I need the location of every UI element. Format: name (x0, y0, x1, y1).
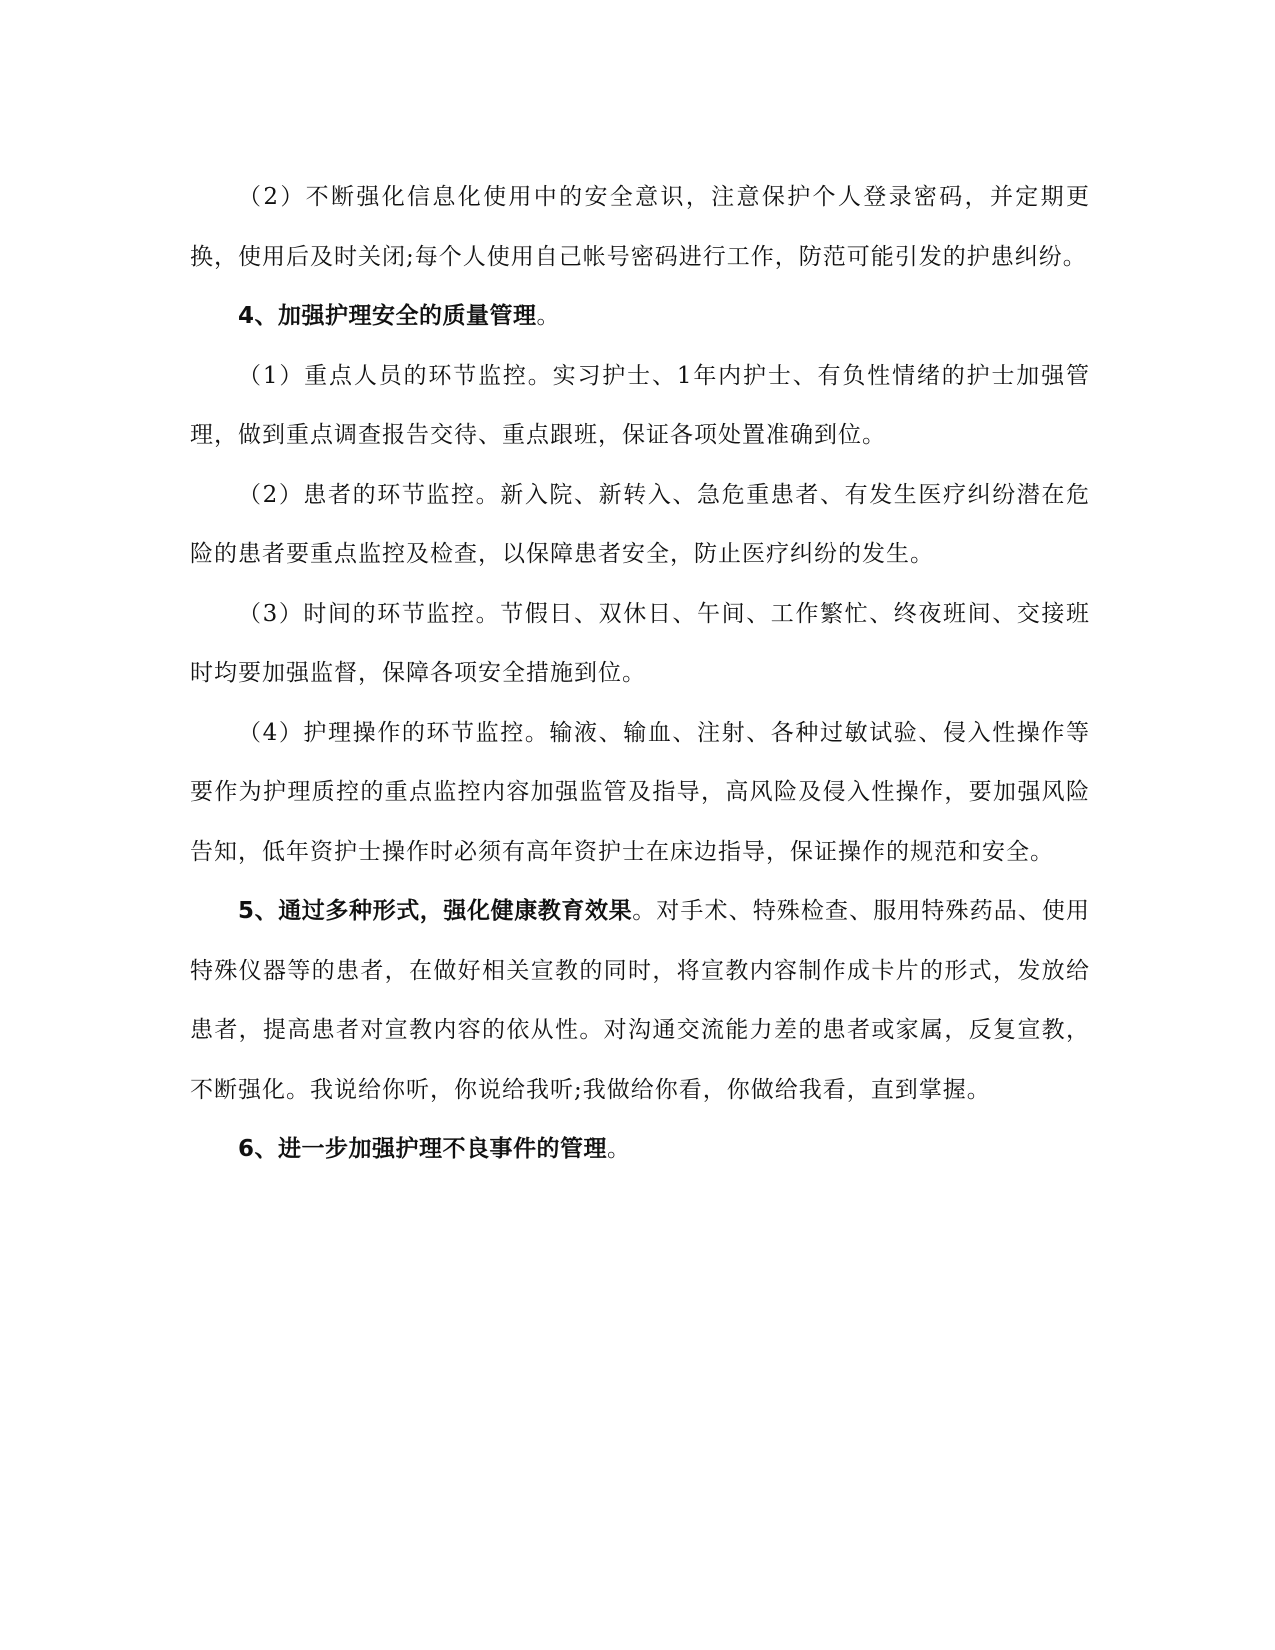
heading-4-text: 4、加强护理安全的质量管理 (238, 303, 537, 329)
section-heading-6 (190, 1120, 1090, 1180)
heading-4-tail: 。 (536, 303, 561, 329)
paragraph-info-security: （2）不断强化信息化使用中的安全意识，注意保护个人登录密码，并定期更换，使用后及时关闭;每个人使用自己帐号密码进行工作，防范可能引发的护患纠纷。 (190, 184, 1090, 270)
heading-5-text: 5、通过多种形式，强化健康教育效果 (238, 898, 633, 924)
section-heading-4 (190, 287, 1090, 347)
heading-6-tail: 。 (607, 1136, 632, 1162)
paragraph-key-staff-monitoring: （1）重点人员的环节监控。实习护士、1年内护士、有负性情绪的护士加强管理，做到重点调查报告交待、重点跟班，保证各项处置准确到位。 (190, 362, 1090, 448)
paragraph-operation-monitoring: （4）护理操作的环节监控。输液、输血、注射、各种过敏试验、侵入性操作等要作为护理质控的重点监控内容加强监管及指导，高风险及侵入性操作，要加强风险告知，低年资护士操作时必须有高年资护士在床边指导，保证操作的规范和安全。 (190, 719, 1090, 865)
paragraph-patient-monitoring: （2）患者的环节监控。新入院、新转入、急危重患者、有发生医疗纠纷潜在危险的患者要重点监控及检查，以保障患者安全，防止医疗纠纷的发生。 (190, 481, 1090, 567)
heading-5-body: 。对手术、特殊检查、服用特殊药品、使用特殊仪器等的患者，在做好相关宣教的同时，将宣教内容制作成卡片的形式，发放给患者，提高患者对宣教内容的依从性。对沟通交流能力差的患者或家属，反复宣教，不断强化。我说给你听，你说给我听;我做给你看，你做给我看，直到掌握。 (190, 898, 1090, 1103)
section-heading-5 (190, 882, 1090, 1120)
heading-6-text: 6、进一步加强护理不良事件的管理 (238, 1136, 608, 1162)
document-body (190, 168, 1090, 1180)
paragraph-time-monitoring: （3）时间的环节监控。节假日、双休日、午间、工作繁忙、终夜班间、交接班时均要加强监督，保障各项安全措施到位。 (190, 600, 1090, 686)
